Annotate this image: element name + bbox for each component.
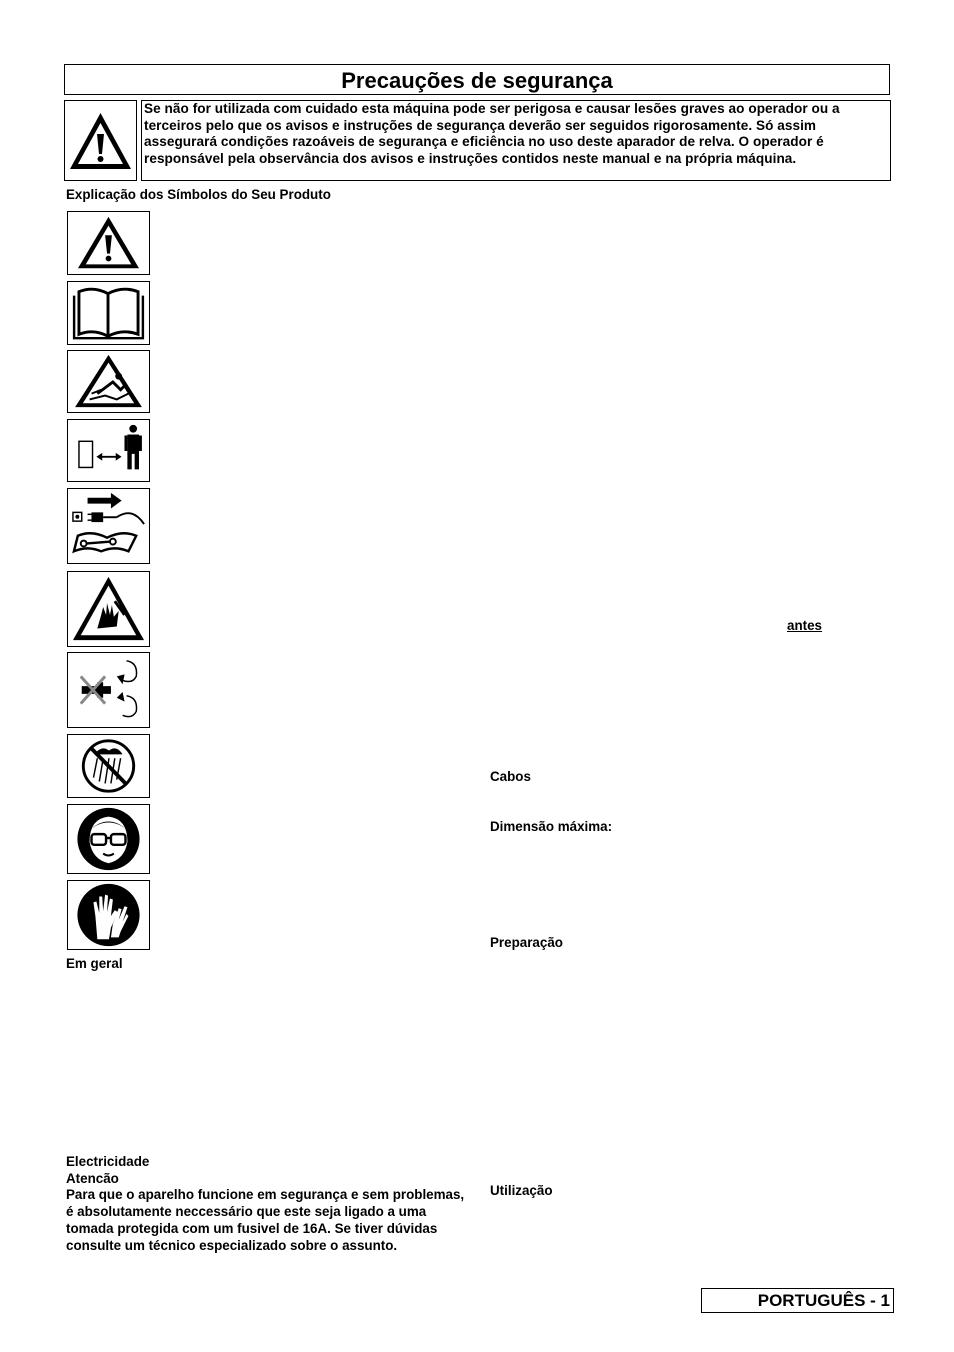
hand-cut-hazard-icon — [68, 572, 149, 646]
symbol-keep-distance — [67, 419, 150, 482]
warning-icon-box — [64, 100, 137, 181]
electricity-heading: Electricidade — [66, 1154, 150, 1169]
keep-bystanders-away-icon — [68, 420, 149, 481]
symbol-warning — [67, 211, 150, 275]
before-label: antes — [787, 618, 822, 633]
page-footer-label: PORTUGUÊS - 1 — [701, 1288, 894, 1313]
page-title: Precauções de segurança — [64, 64, 890, 95]
read-manual-icon — [68, 282, 149, 344]
slipping-hazard-icon — [68, 351, 149, 412]
warning-triangle-icon — [65, 101, 136, 180]
symbol-eye-protection — [67, 804, 150, 874]
electricity-paragraph: Para que o aparelho funcione em segurança e sem problemas, é absolutamente neccessário que este seja ligado a uma tomada protegida com um fusivel de 16A. Se tiver dúvidas consulte um técnico especializado sobre o assunto. — [66, 1187, 465, 1253]
max-dimension-heading: Dimensão máxima: — [490, 819, 613, 834]
cables-heading: Cabos — [490, 769, 531, 784]
symbol-hand-hazard — [67, 571, 150, 647]
unplug-before-maintenance-icon — [68, 489, 149, 563]
symbols-heading: Explicação dos Símbolos do Seu Produto — [66, 187, 331, 202]
symbol-slipping-hazard — [67, 350, 150, 413]
wear-gloves-icon — [68, 881, 149, 949]
no-rain-icon — [68, 735, 149, 797]
symbol-unplug-maintenance — [67, 488, 150, 564]
symbol-no-rain — [67, 734, 150, 798]
symbol-read-manual — [67, 281, 150, 345]
use-heading: Utilização — [490, 1183, 553, 1198]
safety-warning-text: Se não for utilizada com cuidado esta máquina pode ser perigosa e causar lesões graves ao operador ou a terceiros pelo que os avisos e instruções de segurança deverão ser seguidos rigorosamente. Só assim assegurará condições razoáveis de segurança e eficiência no uso deste aparador de relva. O operador é responsável pela observância dos avisos e instruções contidos neste manual e na própria máquina. — [141, 100, 891, 181]
preparation-heading: Preparação — [490, 935, 563, 950]
general-heading: Em geral — [66, 956, 123, 971]
wear-eye-protection-icon — [68, 805, 149, 873]
symbol-rotating-parts — [67, 652, 150, 728]
symbol-gloves — [67, 880, 150, 950]
warning-triangle-icon — [68, 212, 149, 274]
attention-heading: Atencão — [66, 1171, 119, 1186]
rotating-parts-icon — [68, 653, 149, 727]
